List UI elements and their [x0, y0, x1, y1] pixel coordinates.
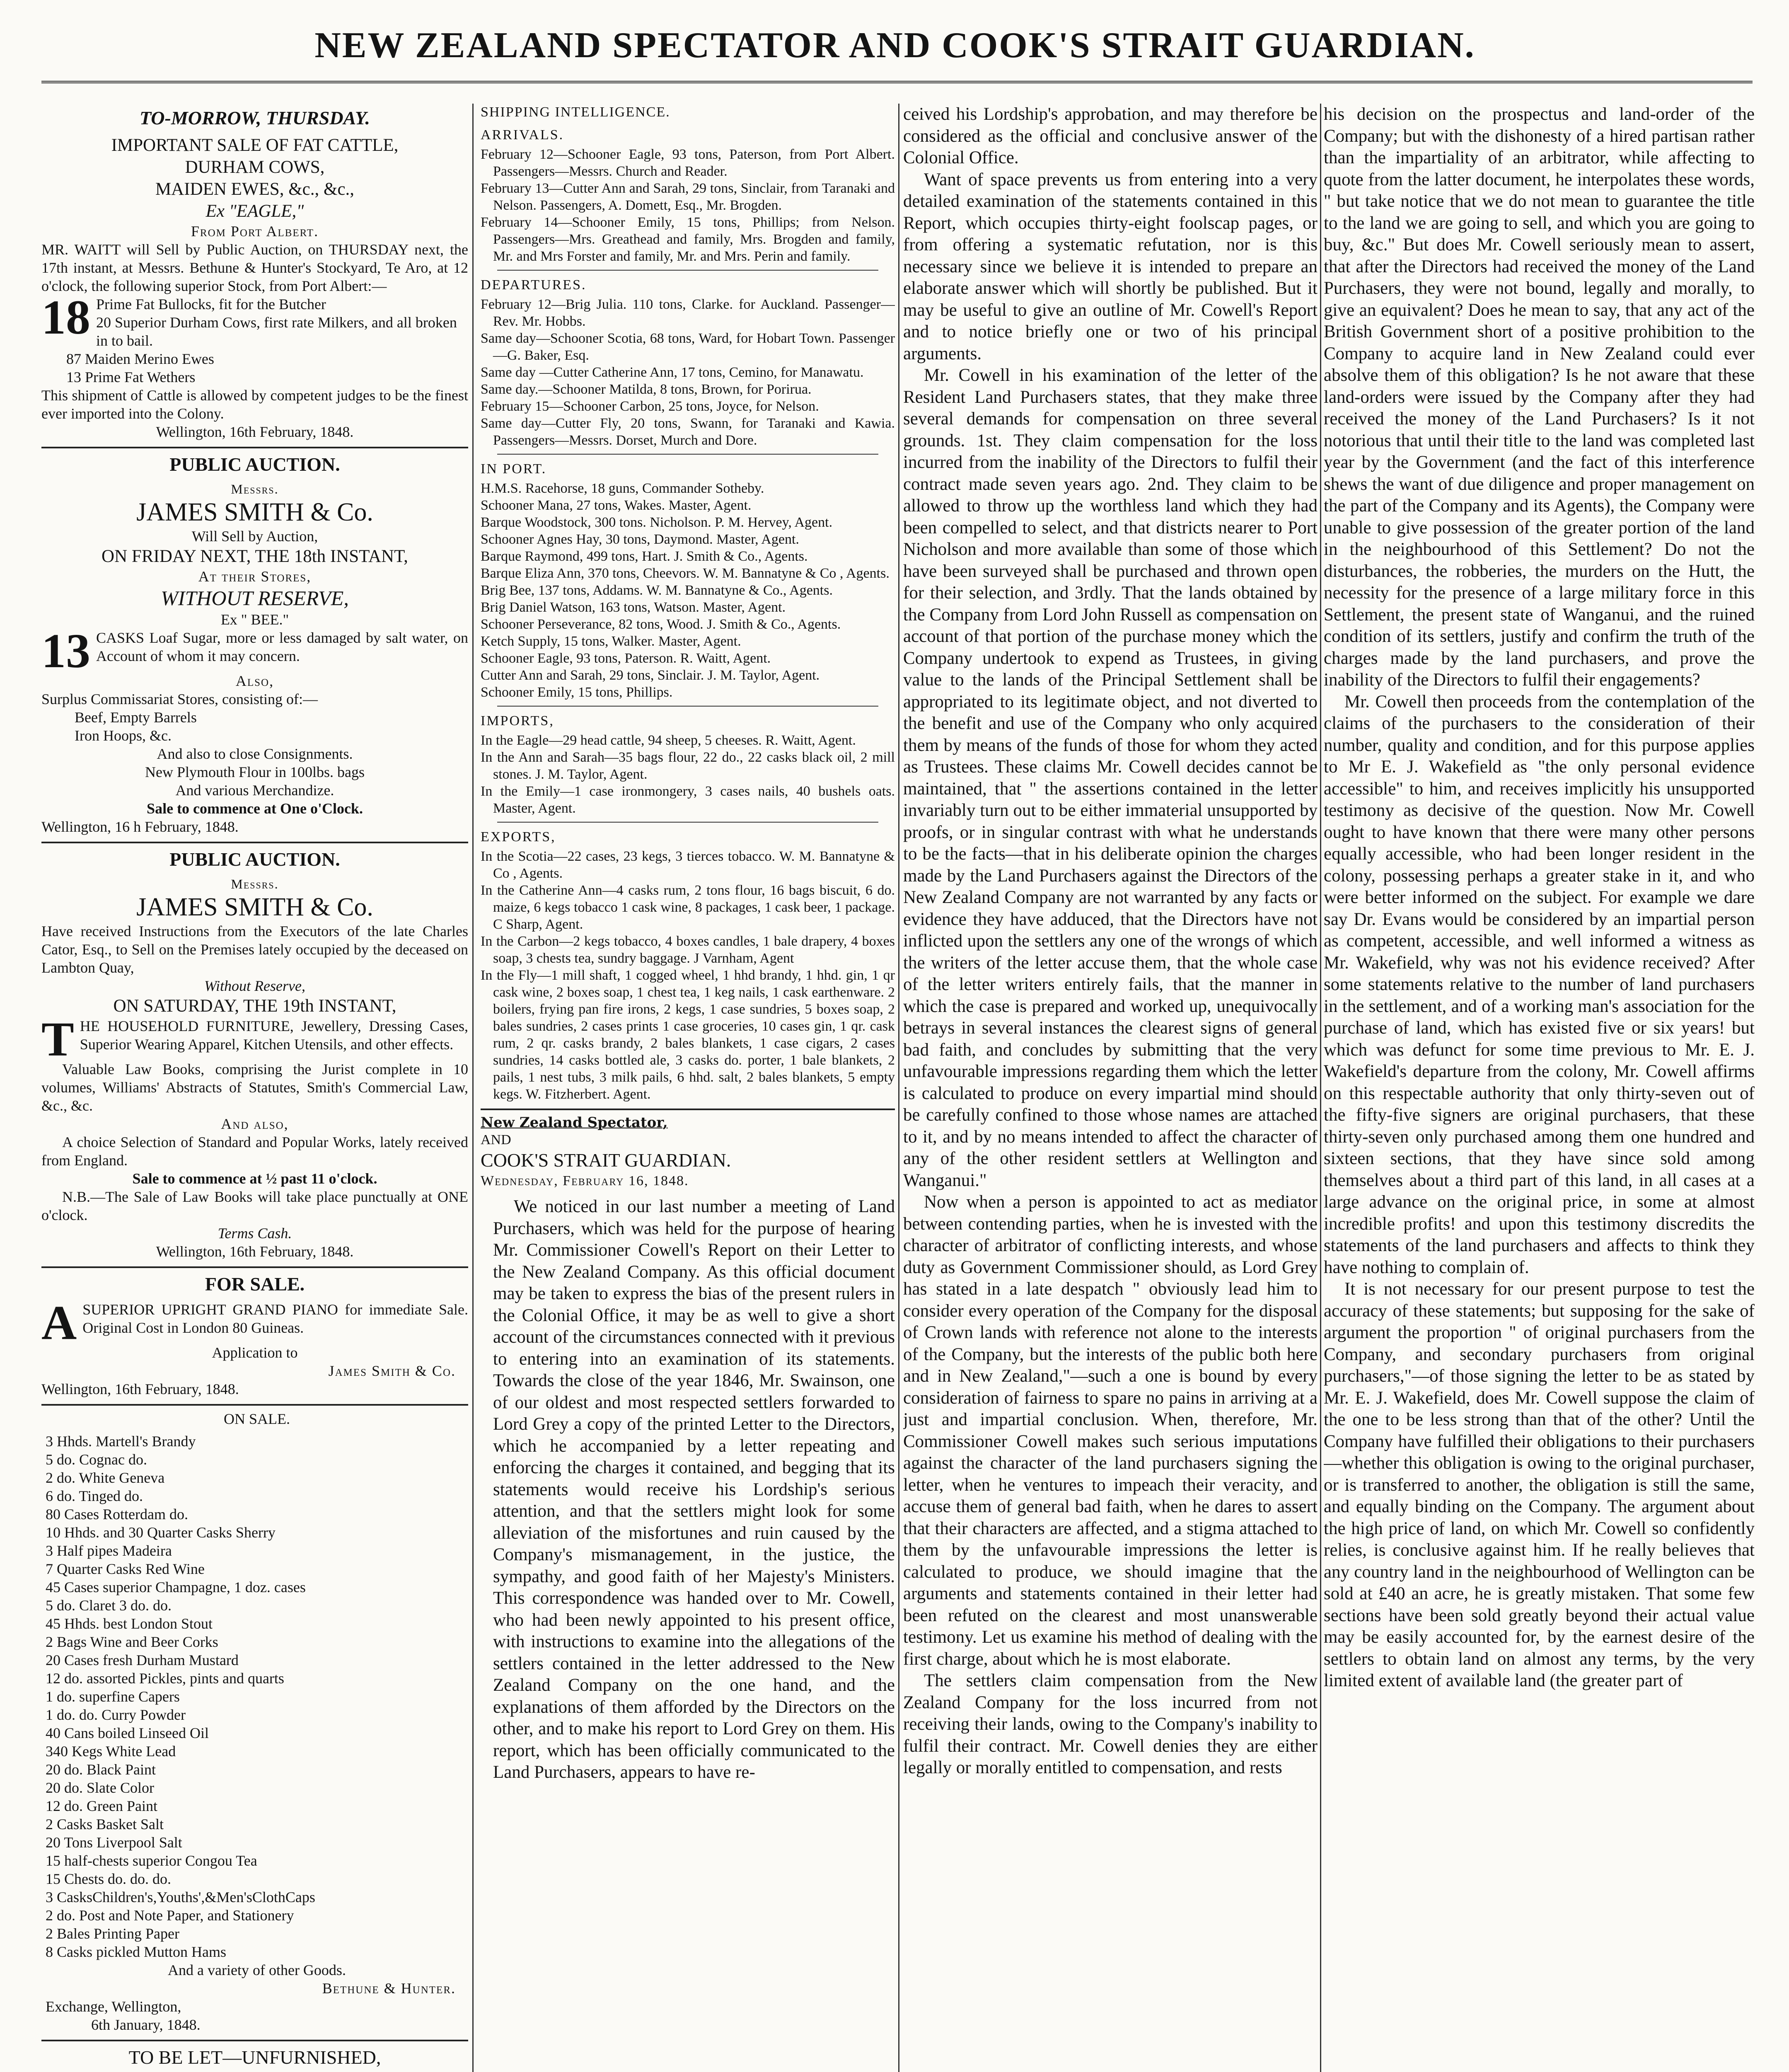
shipping-entry: In the Eagle—29 head cattle, 94 sheep, 5 cheeses. R. Waitt, Agent. — [481, 733, 856, 748]
editorial-date: Wednesday, February 16, 1848. — [481, 1173, 689, 1188]
ad-item: 13 Prime Fat Wethers — [66, 369, 196, 385]
editorial-header — [481, 1114, 895, 1189]
ad-date: Wellington, 16th February, 1848. — [41, 1381, 239, 1397]
ad-body: Have received Instructions from the Executors of the late Charles Cator, Esq., to Sell on the Premises lately occupied by the deceased on Lambton Quay, — [41, 923, 468, 976]
section-heading: IN PORT. — [481, 461, 547, 477]
ad-heading: FOR SALE. — [205, 1273, 305, 1295]
firm-name: Bethune & Hunter. — [322, 1980, 456, 1997]
ad-item: 87 Maiden Merino Ewes — [66, 351, 214, 367]
firm-name: JAMES SMITH & Co. — [136, 498, 373, 526]
ad-date: Wellington, 16th February, 1848. — [156, 1243, 354, 1260]
editorial-column — [1324, 104, 1755, 2072]
list-item: 8 Casks pickled Mutton Hams — [46, 1944, 226, 1960]
ad-number: 13 — [41, 624, 90, 678]
divider — [497, 270, 878, 271]
drop-cap: T — [41, 1012, 74, 1066]
paper-subtitle: COOK'S STRAIT GUARDIAN. — [481, 1150, 731, 1171]
ad-line: Application to — [212, 1344, 298, 1361]
divider — [497, 822, 878, 823]
shipping-entry: February 15—Schooner Carbon, 25 tons, Joyce, for Nelson. — [481, 399, 819, 414]
column-rule — [472, 104, 474, 2072]
shipping-entry: Schooner Agnes Hay, 30 tons, Daymond. Master, Agent. — [481, 532, 799, 547]
ad-date: Wellington, 16th February, 1848. — [156, 424, 354, 440]
house-to-let-ad — [41, 2045, 468, 2072]
household-auction-ad — [41, 847, 468, 1261]
list-item: 340 Kegs White Lead — [46, 1743, 176, 1760]
shipping-entry: Schooner Perseverance, 82 tons, Wood. J. Smith & Co., Agents. — [481, 617, 841, 632]
paragraph: Mr. Cowell then proceeds from the contemplation of the claims of the purchasers to the consideration of their number, quality and condition, and for this purpose applies to Mr E. J. Wakefield as "the only personal evidence accessible" to him, and receives implicitly his unsupported testimony as decisive of the question. Now Mr. Cowell ought to have known that there were many other persons equally accessible, who had been longer resident in the colony, possessing perhaps a greater stake in it, and who were better informed on the subject. For example we dare say Dr. Evans would be considered by an impartial person as competent, accessible, and well informed a witness as Mr. Wakefield, why was not his evidence received? After some statements relative to the number of land purchasers in the settlement, and of a working man's association for the purchase of land, which has existed five or six years! but which was defunct for some time previous to Mr. E. J. Wakefield's departure from the colony, Mr. Cowell affirms on this respectable authority that only thirty-seven out of the fifty-five signers are original purchasers, that these thirty-seven only purchased among them one hundred and sixteen sections, that they have since sold among themselves about a third part of this land, in all cases at a large advance on the original price, in some at almost incredible profits! and upon this testimony discredits the statements of the land purchasers and affects to think they have nothing to complain of. — [1324, 692, 1755, 1277]
ad-messrs: Messrs. — [231, 876, 279, 891]
shipping-entry: Same day —Cutter Catherine Ann, 17 tons, Cemino, for Manawatu. — [481, 365, 864, 380]
paragraph: his decision on the prospectus and land-order of the Company; but with the dishonesty of a hired partisan rather than the impartiality of an arbitrator, while affecting to quote from the latter document, he interpolates these words, " but take notice that we do not mean to guarantee the title to the land we are going to sell, and which you are going to buy, &c." But does Mr. Cowell seriously mean to assert, that after the Directors had received the money of the Land Purchasers, they were not bound, legally and morally, to give an equivalent? Does he mean to say, that any act of the British Government short of a positive prohibition to the Company to acquire land in New Zealand could ever absolve them of this obligation? Is he not aware that these land-orders were issued by the Company after they had received the money of the Land Purchasers? Is it not notorious that until their title to the land was completed last year by the Government (and the fact of this interference shews the want of due diligence and proper management on the part of the Company and its Agents), the Company were unable to give possession of the greater portion of the land in the neighbourhood of this Settlement? Do not the disturbances, the robberies, the murders on the Hutt, the necessity for the presence of a large military force in this Settlement, the present state of Wanganui, and the ruined condition of its settlers, justify and confirm the truth of the charges made by the land purchasers, and prove the inability of the Directors to fulfil their engagements? — [1324, 104, 1755, 690]
list-item: 15 half-chests superior Congou Tea — [46, 1852, 257, 1869]
paragraph: ceived his Lordship's approbation, and may therefore be considered as the official and conclusive answer of the Colonial Office. — [903, 104, 1318, 167]
shipping-entry: February 14—Schooner Emily, 15 tons, Phillips; from Nelson. Passengers—Mrs. Greathead and family, Mrs. Brogden and family, Mr. and Mrs Forster and family, Mr. and Mrs. Perin and family. — [481, 215, 895, 264]
list-item: 15 Chests do. do. do. — [46, 1871, 172, 1887]
shipping-entry: February 12—Schooner Eagle, 93 tons, Paterson, from Port Albert. Passengers—Messrs. Church and Reader. — [481, 147, 895, 179]
ad-title: DURHAM COWS, — [185, 157, 325, 177]
ad-item: Beef, Empty Barrels — [75, 709, 197, 726]
shipping-entry: Schooner Emily, 15 tons, Phillips. — [481, 685, 673, 700]
shipping-entry: Cutter Ann and Sarah, 29 tons, Sinclair. J. M. Taylor, Agent. — [481, 668, 820, 683]
ad-title: MAIDEN EWES, &c., &c., — [155, 179, 355, 199]
ad-item: Iron Hoops, &c. — [75, 727, 172, 744]
list-item: 20 do. Slate Color — [46, 1779, 154, 1796]
advertisements-column — [41, 104, 468, 2072]
divider — [41, 2040, 468, 2041]
ad-body: A choice Selection of Standard and Popular Works, lately received from England. — [41, 1134, 468, 1169]
ad-item: CASKS Loaf Sugar, more or less damaged by salt water, on Account of whom it may concern. — [96, 629, 468, 664]
ad-heading: PUBLIC AUCTION. — [169, 849, 340, 870]
section-heading: DEPARTURES. — [481, 277, 587, 293]
list-item: 12 do. assorted Pickles, pints and quarts — [46, 1670, 284, 1687]
paragraph: We noticed in our last number a meeting of Land Purchasers, which was held for the purpose of hearing Mr. Commissioner Cowell's Report on their Letter to the New Zealand Company. As this official document may be taken to express the bias of the present rulers in the Colonial Office, it may be as well to give a short account of the circumstances connected with it previous to entering into an examination of its statements. Towards the close of the year 1846, Mr. Swainson, one of our oldest and most respected settlers forwarded to Lord Grey a copy of the printed Letter to the Directors, which he accompanied by a letter repeating and enforcing the charges it contained, and begging that its statements would receive his Lordship's serious attention, and that the settlers might look for some alleviation of the misfortunes and ruin caused by the Company's mismanagement, in the justice, the sympathy, and good faith of her Majesty's Ministers. This correspondence was handed over to Mr. Cowell, who had been newly appointed to his present office, with instructions to examine into the allegations of the settlers contained in the letter addressed to the New Zealand Company on the one hand, and the explanations of them afforded by the Directors on the other, and to make his report to Lord Grey on them. His report, which has been officially communicated to the Land Purchasers, appears to have re- — [493, 1197, 895, 1782]
ad-heading: TO-MORROW, THURSDAY. — [140, 107, 370, 128]
shipping-entry: February 13—Cutter Ann and Sarah, 29 tons, Sinclair, from Taranaki and Nelson. Passengers, A. Domett, Esq., Mr. Brogden. — [481, 181, 895, 213]
list-item: 1 do. do. Curry Powder — [46, 1706, 186, 1723]
list-item: 5 do. Cognac do. — [46, 1451, 147, 1468]
shipping-entry: In the Catherine Ann—4 casks rum, 2 tons flour, 16 bags biscuit, 6 do. maize, 6 kegs tobacco 1 cask wine, 8 packages, 1 cask beer, 1 package. C Sharp, Agent. — [481, 883, 895, 932]
shipping-title: SHIPPING INTELLIGENCE. — [481, 104, 670, 120]
section-heading: EXPORTS, — [481, 829, 556, 845]
ad-terms: Terms Cash. — [218, 1225, 292, 1242]
section-heading: ARRIVALS. — [481, 127, 564, 143]
ad-item: 20 Superior Durham Cows, first rate Milkers, and all broken in to bail. — [96, 314, 457, 349]
shipping-entry: In the Fly—1 mill shaft, 1 cogged wheel, 1 hhd brandy, 1 hhd. gin, 1 qr cask wine, 2 boxes soap, 1 chest tea, 1 keg nails, 1 cask earthenware. 2 boilers, frying pan fire irons, 2 kegs, 1 case sundries, 5 boxes soap, 2 bales sundries, 2 cases prints 1 case groceries, 10 cases gin, 1 qr. cask rum, 2 qr. casks brandy, 2 bales blankets, 1 case cigars, 2 cases sundries, 14 casks bottled ale, 3 casks do. porter, 1 bale blankets, 2 pails, 1 nest tubs, 3 milk pails, 6 hhd. salt, 2 bales blankets, 5 empty kegs. W. Fitzherbert. Agent. — [481, 968, 895, 1102]
ad-item: And various Merchandize. — [175, 782, 334, 799]
ship-name: Ex " BEE." — [220, 611, 289, 628]
masthead: NEW ZEALAND SPECTATOR AND COOK'S STRAIT GUARDIAN. — [314, 25, 1475, 65]
ad-reserve: Without Reserve, — [204, 978, 305, 994]
list-item: 10 Hhds. and 30 Quarter Casks Sherry — [46, 1524, 276, 1541]
ship-name: Ex "EAGLE," — [205, 201, 304, 221]
ad-date: Wellington, 16 h February, 1848. — [41, 818, 239, 835]
ad-sale-time: Sale to commence at One o'Clock. — [147, 800, 363, 817]
on-sale-ad — [41, 1410, 468, 2034]
list-item: 2 do. Post and Note Paper, and Stationery — [46, 1907, 294, 1924]
shipping-entry: In the Carbon—2 kegs tobacco, 4 boxes candles, 1 bale drapery, 4 boxes soap, 3 chests tea, sundry baggage. J Varnham, Agent — [481, 934, 895, 966]
section-heading: IMPORTS, — [481, 713, 554, 729]
paragraph: Mr. Cowell in his examination of the letter of the Resident Land Purchasers states, that they make three several demands for compensation on three several grounds. 1st. They claim compensation for the loss incurred from the inability of the Directors to fulfil their contract made seven years ago. 2nd. They claim to be allowed to throw up the worthless land which they had been compelled to select, and that districts nearer to Port Nicholson and more available than some of those which have been surveyed shall be purchased and thrown open for their selection, and 3rdly. That the lands obtained by the Company from Lord John Russell as compensation on account of that portion of the purchase money which the Company undertook to expend as Trustees, in giving value to the lands of the Principal Settlement shall be appropriated to its legitimate object, and not diverted to the benefit and use of the Company who only acquired them by means of the funds of those for whom they acted as Trustees. These claims Mr. Cowell decides cannot be maintained, that " the assertions contained in the letter invariably turn out to be either immaterial unsupported by proofs, or in singular contrast with what he understands to be the facts—that in his deliberate opinion the charges made by the Land Purchasers against the Directors of the New Zealand Company are not warranted by any facts or evidence they have adduced, that the Directors have not inflicted upon the settlers any one of the wrongs of which the writers of the letter accuse them, that the whole case of the letter writers entirely fails, that the manner in which the case is prepared and worked up, unequivocally betrays in several instances the clearest signs of general bad faith, and concludes by submitting that the very unfavourable impressions regarding them which the letter is calculated to produce on every impartial mind should be carefully confined to those whose names are attached to it, and by no means intended to affect the character of any of the other resident settlers at Wellington and Wanganui." — [903, 366, 1318, 1190]
ad-item: New Plymouth Flour in 100lbs. bags — [145, 764, 365, 780]
firm-name: JAMES SMITH & Co. — [136, 893, 373, 921]
list-item: 12 do. Green Paint — [46, 1798, 157, 1814]
divider — [41, 842, 468, 843]
list-item: 1 do. superfine Capers — [46, 1688, 180, 1705]
divider — [481, 1109, 895, 1110]
public-auction-ad — [41, 453, 468, 836]
piano-sale-ad — [41, 1272, 468, 1398]
shipping-entry: In the Ann and Sarah—35 bags flour, 22 do., 22 casks black oil, 2 mill stones. J. M. Taylor, Agent. — [481, 750, 895, 782]
shipping-column — [481, 104, 895, 2072]
list-item: 2 Bags Wine and Beer Corks — [46, 1634, 218, 1650]
list-item: 3 CasksChildren's,Youths',&Men'sClothCaps — [46, 1889, 315, 1905]
shipping-entry: Brig Bee, 137 tons, Addams. W. M. Bannatyne & Co., Agents. — [481, 583, 833, 598]
ad-title: IMPORTANT SALE OF FAT CATTLE, — [111, 136, 399, 155]
column-rule — [1320, 104, 1321, 2072]
list-item: 2 Bales Printing Paper — [46, 1925, 179, 1942]
shipping-entry: Same day.—Schooner Matilda, 8 tons, Brown, for Porirua. — [481, 382, 812, 397]
list-item: 45 Hhds. best London Stout — [46, 1615, 213, 1632]
ad-heading: PUBLIC AUCTION. — [169, 454, 340, 475]
paragraph: Now when a person is appointed to act as mediator between contending parties, when he is invested with the character of arbitrator of conflicting interests, and whose duty as Government Commissioner should, as Lord Grey has stated in a late despatch " obviously lead him to consider every operation of the Company for the disposal of Crown lands with reference not alone to the interests of the Company, but the interests of the public both here and in New Zealand,"—such a one is bound by every consideration of fairness to spare no pains in arriving at a just and impartial conclusion. When, therefore, Mr. Commissioner Cowell makes such serious imputations against the character of the land purchasers signing the letter, when he ventures to impeach their veracity, and accuse them of general bad faith, when he dares to assert that their characters are affected, and a stigma attached to them by the unfavourable impressions the letter is calculated to produce, we should imagine that the arguments and statements contained in their letter had been refuted on the clearest and most unanswerable testimony. Let us examine his method of dealing with the first charge, about which he is most elaborate. — [903, 1192, 1318, 1669]
ad-line: Will Sell by Auction, — [191, 528, 318, 545]
ad-line: James Smith & Co. — [328, 1363, 456, 1379]
paragraph: It is not necessary for our present purpose to test the accuracy of these statements; but supposing for the sake of argument the proportion " of original purchasers from the Company, and secondary purchasers from original purchasers,"—of those signing the letter to be as stated by Mr. E. J. Wakefield, does Mr. Cowell suppose the claim of the one to be less strong than that of the other? Until the Company have fulfilled their obligations to their purchasers—whether this obligation is owing to the original purchaser, or is transferred to another, the obligation is still the same, and equally binding on the Company. The argument about the high price of land, on which Mr. Cowell so confidently relies, is conclusive against him. If he really believes that any country land in the neighbourhood of Wellington can be sold at £40 an acre, he is greatly mistaken. That some few sections have been sold greatly beyond their actual value may be easily accounted for, by the earnest desire of the settlers to obtain land on almost any terms, by the very limited extent of available land (the greater part of — [1324, 1279, 1755, 1690]
divider — [41, 447, 468, 448]
ad-line: Surplus Commissariat Stores, consisting of:— — [41, 691, 318, 707]
ad-reserve: WITHOUT RESERVE, — [161, 586, 349, 610]
shipping-entry: Same day—Schooner Scotia, 68 tons, Ward, for Hobart Town. Passenger—G. Baker, Esq. — [481, 331, 895, 363]
list-item: 20 Tons Liverpool Salt — [46, 1834, 182, 1851]
ad-line: And also, — [221, 1116, 289, 1132]
ad-when: ON FRIDAY NEXT, THE 18th INSTANT, — [102, 547, 408, 566]
ad-line: At their Stores, — [198, 568, 312, 585]
ad-origin: From Port Albert. — [191, 223, 319, 240]
shipping-entry: Brig Daniel Watson, 163 tons, Watson. Master, Agent. — [481, 600, 786, 615]
ad-body: Valuable Law Books, comprising the Jurist complete in 10 volumes, Williams' Abstracts of Statutes, Smith's Commercial Law, &c., &c. — [41, 1061, 468, 1114]
shipping-entry: Barque Eliza Ann, 370 tons, Cheevors. W. M. Bannatyne & Co , Agents. — [481, 566, 890, 581]
ad-item: And also to close Consignments. — [157, 746, 353, 762]
ad-date: 6th January, 1848. — [91, 2016, 201, 2033]
ad-note: This shipment of Cattle is allowed by competent judges to be the finest ever imported into the Colony. — [41, 387, 468, 422]
shipping-entry: Same day—Cutter Fly, 20 tons, Swann, for Taranaki and Kawia. Passengers—Messrs. Dorset, Murch and Dore. — [481, 416, 895, 448]
ad-item: Prime Fat Bullocks, fit for the Butcher — [96, 296, 326, 312]
shipping-entry: Barque Woodstock, 300 tons. Nicholson. P. M. Hervey, Agent. — [481, 515, 833, 530]
paper-title: New Zealand Spectator, — [481, 1114, 668, 1131]
shipping-entry: H.M.S. Racehorse, 18 guns, Commander Sotheby. — [481, 481, 764, 496]
editorial-column — [903, 104, 1318, 2072]
ad-line: Also, — [235, 673, 274, 689]
paragraph: The settlers claim compensation from the New Zealand Company for the loss incurred from not receiving their lands, owing to the Company's inability to fulfil their contract. Mr. Cowell denies they are either legally or morally entitled to compensation, and rests — [903, 1671, 1318, 1777]
ad-sale-time: Sale to commence at ½ past 11 o'clock. — [132, 1170, 377, 1187]
shipping-entry: February 12—Brig Julia. 110 tons, Clarke. for Auckland. Passenger—Rev. Mr. Hobbs. — [481, 297, 895, 329]
shipping-entry: Schooner Eagle, 93 tons, Paterson. R. Waitt, Agent. — [481, 651, 771, 666]
divider — [41, 1404, 468, 1406]
ad-body: HE HOUSEHOLD FURNITURE, Jewellery, Dressing Cases, Superior Wearing Apparel, Kitchen Utensils, and other effects. — [80, 1018, 468, 1053]
ad-note: N.B.—The Sale of Law Books will take place punctually at ONE o'clock. — [41, 1188, 468, 1223]
shipping-entry: Ketch Supply, 15 tons, Walker. Master, Agent. — [481, 634, 741, 649]
drop-cap: A — [41, 1295, 77, 1350]
divider — [497, 706, 878, 707]
list-item: 3 Hhds. Martell's Brandy — [46, 1433, 196, 1450]
list-item: 20 Cases fresh Durham Mustard — [46, 1652, 239, 1668]
paragraph: Want of space prevents us from entering into a very detailed examination of the statements contained in this Report, which occupies thirty-eight foolscap pages, or from offering a systematic refutation, nor is this necessary since we believe it is intended to prepare an elaborate answer which will shortly be published. But it may be useful to give an outline of Mr. Cowell's Report and to notice briefly one or two of his principal arguments. — [903, 169, 1318, 363]
list-item: 2 do. White Geneva — [46, 1469, 165, 1486]
list-item: 7 Quarter Casks Red Wine — [46, 1561, 205, 1577]
ad-heading: TO BE LET—UNFURNISHED, — [128, 2047, 381, 2068]
ad-messrs: Messrs. — [231, 482, 279, 496]
ad-body: SUPERIOR UPRIGHT GRAND PIANO for immediate Sale. Original Cost in London 80 Guineas. — [82, 1301, 468, 1336]
list-item: 20 do. Black Paint — [46, 1761, 156, 1778]
column-rule — [898, 104, 899, 2072]
editorial-text — [481, 1196, 895, 1784]
ad-when: ON SATURDAY, THE 19th INSTANT, — [113, 996, 396, 1016]
list-item: 3 Half pipes Madeira — [46, 1542, 172, 1559]
cattle-sale-ad — [41, 106, 468, 441]
ad-line: And a variety of other Goods. — [168, 1962, 346, 1978]
divider — [497, 454, 878, 455]
shipping-entry: In the Scotia—22 cases, 23 kegs, 3 tierces tobacco. W. M. Bannatyne & Co , Agents. — [481, 849, 895, 881]
list-item: 2 Casks Basket Salt — [46, 1816, 164, 1832]
list-item: 40 Cans boiled Linseed Oil — [46, 1725, 209, 1741]
list-item: 45 Cases superior Champagne, 1 doz. cases — [46, 1579, 306, 1595]
shipping-entry: Schooner Mana, 27 tons, Wakes. Master, Agent. — [481, 498, 752, 513]
list-item: 5 do. Claret 3 do. do. — [46, 1597, 172, 1614]
ad-body: MR. WAITT will Sell by Public Auction, on THURSDAY next, the 17th instant, at Messrs. Bethune & Hunter's Stockyard, Te Aro, at 12 o'clock, the following superior Stock, from Port Albert:— — [41, 241, 468, 294]
paper-and: AND — [481, 1132, 511, 1147]
list-item: 80 Cases Rotterdam do. — [46, 1506, 188, 1523]
ad-heading: ON SALE. — [224, 1411, 290, 1427]
ad-place: Exchange, Wellington, — [46, 1998, 181, 2015]
masthead-rule — [41, 81, 1753, 83]
divider — [41, 1266, 468, 1268]
shipping-entry: Barque Raymond, 499 tons, Hart. J. Smith & Co., Agents. — [481, 549, 808, 564]
list-item: 6 do. Tinged do. — [46, 1488, 143, 1504]
ad-number: 18 — [41, 290, 90, 344]
shipping-entry: In the Emily—1 case ironmongery, 3 cases nails, 40 bushels oats. Master, Agent. — [481, 784, 895, 816]
